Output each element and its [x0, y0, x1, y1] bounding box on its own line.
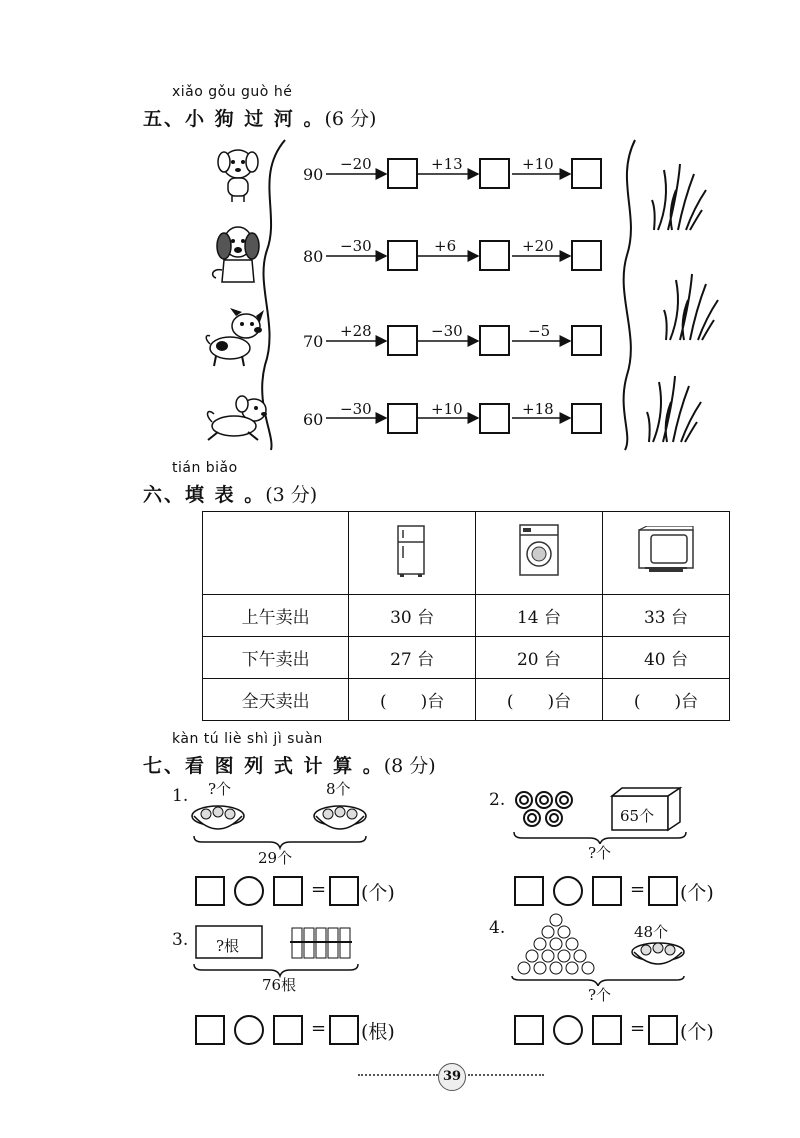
q4-unit: (个)	[680, 1021, 714, 1043]
equals-sign: =	[630, 1018, 646, 1039]
table-cell: 27 台	[349, 637, 476, 679]
sales-table	[202, 511, 730, 721]
answer-box[interactable]	[195, 876, 225, 906]
answer-box[interactable]	[479, 158, 510, 189]
answer-box[interactable]	[571, 158, 602, 189]
row2-op1: −30	[340, 237, 372, 255]
q1-number: 1.	[172, 786, 189, 806]
answer-cell[interactable]: ( )台	[476, 679, 603, 721]
q2-unit: (个)	[680, 882, 714, 904]
row3-start: 70	[303, 332, 324, 351]
q4-right-label: 48个	[634, 923, 669, 941]
row4-start: 60	[303, 410, 324, 429]
q2-figure	[510, 786, 700, 844]
row-label: 全天卖出	[203, 679, 349, 721]
operator-circle[interactable]	[234, 1015, 264, 1045]
answer-box[interactable]	[387, 325, 418, 356]
answer-box[interactable]	[387, 403, 418, 434]
equals-sign: =	[311, 1018, 327, 1039]
page-number: 39	[438, 1063, 466, 1091]
answer-box[interactable]	[479, 240, 510, 271]
table-corner	[203, 512, 349, 595]
answer-box[interactable]	[273, 876, 303, 906]
row3-op3: −5	[528, 322, 551, 340]
row3-op1: +28	[340, 322, 372, 340]
answer-box[interactable]	[571, 325, 602, 356]
row4-op1: −30	[340, 400, 372, 418]
ring-icon	[516, 792, 572, 826]
answer-box[interactable]	[592, 876, 622, 906]
equals-sign: =	[311, 879, 327, 900]
section7-title-text: 七、看 图 列 式 计 算 。	[143, 755, 384, 777]
answer-box[interactable]	[273, 1015, 303, 1045]
section5-points: (6 分)	[324, 108, 377, 130]
answer-box[interactable]	[592, 1015, 622, 1045]
operator-circle[interactable]	[553, 1015, 583, 1045]
row1-op2: +13	[431, 155, 463, 173]
table-cell: 20 台	[476, 637, 603, 679]
section7-title	[143, 751, 436, 778]
answer-box[interactable]	[571, 403, 602, 434]
q1-unit: (个)	[361, 882, 395, 904]
refrigerator-icon	[395, 524, 429, 578]
peach-pile-icon	[518, 914, 594, 974]
row1-op3: +10	[522, 155, 554, 173]
section7-pinyin: kàn tú liè shì jì suàn	[172, 731, 323, 747]
answer-box[interactable]	[387, 240, 418, 271]
footer-dots-right	[468, 1074, 544, 1076]
answer-box[interactable]	[514, 876, 544, 906]
answer-cell[interactable]: ( )台	[602, 679, 729, 721]
row3-op2: −30	[431, 322, 463, 340]
section6-points: (3 分)	[265, 484, 318, 506]
row-label: 上午卖出	[203, 595, 349, 637]
answer-box[interactable]	[195, 1015, 225, 1045]
section6-pinyin: tián biǎo	[172, 460, 238, 476]
q1-baskets	[190, 796, 370, 852]
row4-op3: +18	[522, 400, 554, 418]
stick-bundle-icon	[290, 928, 352, 958]
q4-figure	[508, 912, 698, 986]
table-cell: 30 台	[349, 595, 476, 637]
answer-box[interactable]	[514, 1015, 544, 1045]
q3-total: 76根	[262, 976, 297, 994]
row4-op2: +10	[431, 400, 463, 418]
q1-left-label: ?个	[208, 780, 232, 798]
section5-pinyin: xiǎo gǒu guò hé	[172, 84, 293, 100]
footer-dots-left	[358, 1074, 438, 1076]
television-icon	[637, 526, 695, 576]
answer-box[interactable]	[479, 325, 510, 356]
row2-start: 80	[303, 247, 324, 266]
operator-circle[interactable]	[234, 876, 264, 906]
answer-box[interactable]	[329, 876, 359, 906]
q3-unit: (根)	[361, 1021, 395, 1043]
q3-number: 3.	[172, 930, 189, 950]
answer-cell[interactable]: ( )台	[349, 679, 476, 721]
answer-box[interactable]	[648, 876, 678, 906]
q4-number: 4.	[489, 918, 506, 938]
row2-op2: +6	[434, 237, 457, 255]
q1-total: 29个	[258, 849, 293, 867]
row1-start: 90	[303, 165, 324, 184]
section7-points: (8 分)	[383, 755, 436, 777]
table-cell: 14 台	[476, 595, 603, 637]
q3-box-label: ?根	[216, 937, 240, 955]
answer-box[interactable]	[479, 403, 510, 434]
answer-box[interactable]	[648, 1015, 678, 1045]
answer-box[interactable]	[571, 240, 602, 271]
section6-title	[143, 480, 317, 507]
q1-right-label: 8个	[326, 780, 351, 798]
washing-machine-icon	[517, 523, 561, 579]
basket-icon	[632, 943, 684, 964]
table-cell: 33 台	[602, 595, 729, 637]
row-label: 下午卖出	[203, 637, 349, 679]
basket-icon	[314, 806, 366, 829]
q4-total: ?个	[588, 986, 612, 1004]
section6-title-text: 六、填 表 。	[143, 484, 266, 506]
operator-circle[interactable]	[553, 876, 583, 906]
answer-box[interactable]	[387, 158, 418, 189]
basket-icon	[192, 806, 244, 829]
washing-machine-cell	[476, 512, 603, 595]
television-cell	[602, 512, 729, 595]
row2-op3: +20	[522, 237, 554, 255]
refrigerator-cell	[349, 512, 476, 595]
answer-box[interactable]	[329, 1015, 359, 1045]
section5-title-text: 五、小 狗 过 河 。	[143, 108, 325, 130]
equals-sign: =	[630, 879, 646, 900]
row1-op1: −20	[340, 155, 372, 173]
q2-number: 2.	[489, 790, 506, 810]
q2-box-label: 65个	[620, 807, 655, 825]
q2-total: ?个	[588, 844, 612, 862]
table-cell: 40 台	[602, 637, 729, 679]
